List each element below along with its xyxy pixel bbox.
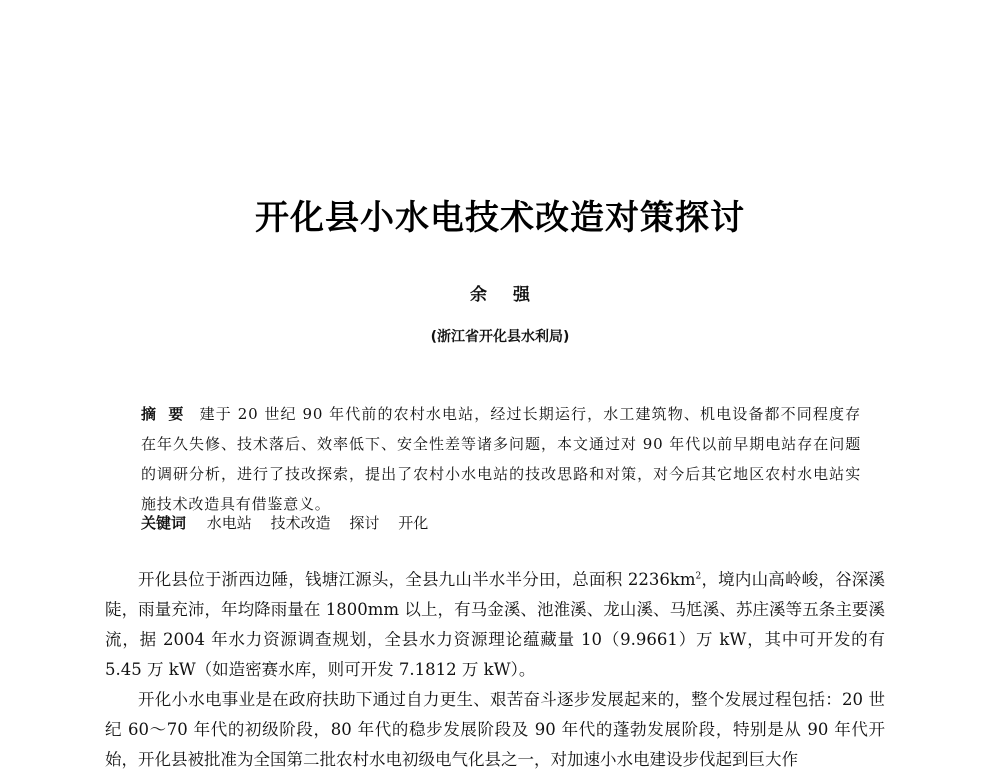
abstract (141, 399, 861, 519)
author-affiliation: (浙江省开化县水利局) (430, 329, 570, 345)
body-paragraph: 开化小水电事业是在政府扶助下通过自力更生、艰苦奋斗逐步发展起来的，整个发展过程包括：20 世纪 60～70 年代的初级阶段，80 年代的稳步发展阶段及 90 年代的蓬勃发展阶段，特别是从 90 年代开始，开化县被批准为全国第二批农村水电初级电气化县之一，对加速小水电建设步伐起到巨大作 (105, 690, 885, 769)
abstract-label: 摘要 (141, 405, 196, 423)
keyword-item: 技术改造 (270, 514, 331, 532)
keywords-label: 关键词 (141, 514, 187, 532)
abstract-text: 建于 20 世纪 90 年代前的农村水电站，经过长期运行，水工建筑物、机电设备都不同程度存在年久失修、技术落后、效率低下、安全性差等诸多问题，本文通过对 90 年代以前早期电站存在问题的调研分析，进行了技改探索，提出了农村小水电站的技改思路和对策，对今后其它地区农村水电站实施技术改造具有借鉴意义。 (141, 405, 861, 513)
body-text (105, 565, 885, 775)
keywords (141, 512, 861, 533)
body-text-run: 开化县位于浙西边陲，钱塘江源头，全县九山半水半分田，总面积 2236km (138, 570, 696, 589)
superscript: 2 (695, 571, 702, 582)
paper-title: 开化县小水电技术改造对策探讨 (255, 198, 745, 238)
author-name: 余强 (470, 285, 556, 305)
keyword-item: 探讨 (349, 514, 380, 532)
body-text-run: ，境内山高岭峻，谷深溪陡，雨量充沛，年均降雨量在 1800mm 以上，有马金溪、池淮溪、龙山溪、马尪溪、苏庄溪等五条主要溪流，据 2004 年水力资源调查规划，全县水力资源理论蕴藏量 10（9.9661）万 kW，其中可开发的有 5.45 万 kW（如造密赛水库，则可开发 7.1812 万 kW）。 (105, 570, 885, 679)
body-paragraph (105, 565, 885, 685)
keyword-item: 水电站 (206, 514, 252, 532)
keyword-item: 开化 (398, 514, 429, 532)
